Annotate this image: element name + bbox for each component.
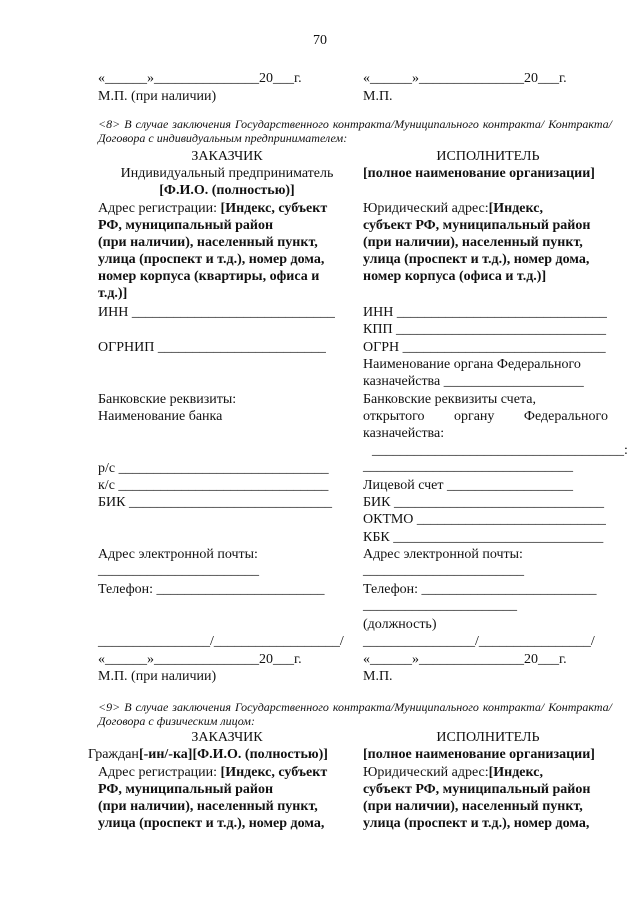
s8-executor-heading: ИСПОЛНИТЕЛЬ xyxy=(436,149,540,164)
s8-executor-position: (должность) xyxy=(363,617,437,632)
s8-customer-ks: к/с ______________________________ xyxy=(98,478,329,493)
s8-executor-inn: ИНН ______________________________ xyxy=(363,305,607,320)
footnote-8: <8> В случае заключения Государственного контракта/Муниципального контракта/ Контракта/Договора с индивидуальным предпринимателем: xyxy=(98,117,612,145)
s8-customer-signature: ________________/__________________/ xyxy=(98,634,344,649)
s9-customer-address xyxy=(98,764,327,781)
s8-customer-fio: [Ф.И.О. (полностью)] xyxy=(159,183,295,198)
s8-customer-address-line6: т.д.)] xyxy=(98,286,128,301)
s8-executor-oktmo: ОКТМО ___________________________ xyxy=(363,512,606,527)
s8-executor-bik: БИК ______________________________ xyxy=(363,495,604,510)
s8-executor-date: «______»_______________20___г. xyxy=(363,652,567,667)
s8-executor-address xyxy=(363,200,543,217)
s8-customer-address-line4: улица (проспект и т.д.), номер дома, xyxy=(98,252,325,267)
s8-customer-inn: ИНН _____________________________ xyxy=(98,305,335,320)
s8-executor-personal-account: Лицевой счет __________________ xyxy=(363,478,574,493)
s8-executor-bank-account-line: ____________________________________: xyxy=(372,443,628,458)
s9-customer-address-label: Адрес регистрации: xyxy=(98,765,221,780)
s9-customer-address-line3: (при наличии), населенный пункт, xyxy=(98,799,318,814)
s9-executor-address-part1: [Индекс, xyxy=(488,765,543,780)
s8-executor-name: [полное наименование организации] xyxy=(363,166,595,181)
s8-executor-kbk: КБК ______________________________ xyxy=(363,530,604,545)
s8-executor-phone: Телефон: _________________________ xyxy=(363,582,597,597)
s8-executor-mp: М.П. xyxy=(363,669,393,684)
s8-executor-treasury-line1: Наименование органа Федерального xyxy=(363,357,581,372)
s8-executor-kpp: КПП ______________________________ xyxy=(363,322,607,337)
s8-executor-address-label: Юридический адрес: xyxy=(363,201,489,216)
s8-customer-address-part1: [Индекс, субъект xyxy=(220,201,328,216)
s8-executor-address-line5: номер корпуса (офиса и т.д.)] xyxy=(363,269,547,284)
s9-customer-heading: ЗАКАЗЧИК xyxy=(191,730,263,745)
s8-customer-bank-name: Наименование банка xyxy=(98,409,223,424)
s8-executor-bank-text1: Банковские реквизиты счета, xyxy=(363,392,536,407)
s8-customer-address-label: Адрес регистрации: xyxy=(98,201,221,216)
sign1-right-date: «______»_______________20___г. xyxy=(363,71,567,86)
s9-executor-address-line4: улица (проспект и т.д.), номер дома, xyxy=(363,816,590,831)
s8-customer-phone: Телефон: ________________________ xyxy=(98,582,325,597)
s9-executor-address-line3: (при наличии), населенный пункт, xyxy=(363,799,583,814)
page-number: 70 xyxy=(313,33,327,48)
s9-executor-address xyxy=(363,764,543,781)
s8-customer-email-line: _______________________ xyxy=(98,563,259,578)
s8-customer-rs: р/с ______________________________ xyxy=(98,461,329,476)
s8-customer-line1: Индивидуальный предприниматель xyxy=(120,166,334,181)
s9-executor-address-label: Юридический адрес: xyxy=(363,765,489,780)
s8-customer-bank-requisites: Банковские реквизиты: xyxy=(98,392,237,407)
sign1-left-mp: М.П. (при наличии) xyxy=(98,89,217,104)
s8-customer-address-line5: номер корпуса (квартиры, офиса и xyxy=(98,269,320,284)
s8-executor-bank-line3: казначейства: xyxy=(363,426,445,441)
s9-customer-line1 xyxy=(88,746,328,763)
s9-executor-heading: ИСПОЛНИТЕЛЬ xyxy=(436,730,540,745)
s8-customer-bik: БИК _____________________________ xyxy=(98,495,332,510)
s8-customer-date: «______»_______________20___г. xyxy=(98,652,302,667)
s8-executor-treasury-line2: казначейства ____________________ xyxy=(363,374,584,389)
s9-customer-address-line4: улица (проспект и т.д.), номер дома, xyxy=(98,816,325,831)
footnote-9: <9> В случае заключения Государственного контракта/Муниципального контракта/ Контракта/Договора с физическим лицом: xyxy=(98,700,612,728)
s9-customer-line1-prefix: Граждан xyxy=(88,747,139,762)
s8-executor-bank-line1 xyxy=(363,391,613,408)
s8-executor-email-label: Адрес электронной почты: xyxy=(363,547,523,562)
s8-executor-address-part1: [Индекс, xyxy=(488,201,543,216)
s8-executor-signature: ________________/________________/ xyxy=(363,634,595,649)
s8-executor-email-line: _______________________ xyxy=(363,563,524,578)
sign1-right-mp: М.П. xyxy=(363,89,393,104)
s8-executor-address-line3: (при наличии), населенный пункт, xyxy=(363,235,583,250)
sign1-left-date: «______»_______________20___г. xyxy=(98,71,302,86)
s8-executor-position-line: ______________________ xyxy=(363,598,517,613)
s8-executor-bank-account-line2: ______________________________ xyxy=(363,459,573,474)
s8-customer-heading: ЗАКАЗЧИК xyxy=(191,149,263,164)
s9-customer-address-part1: [Индекс, субъект xyxy=(220,765,328,780)
s8-customer-mp: М.П. (при наличии) xyxy=(98,669,217,684)
s8-customer-address xyxy=(98,200,327,217)
s9-executor-name: [полное наименование организации] xyxy=(363,747,595,762)
s8-executor-address-line2: субъект РФ, муниципальный район xyxy=(363,218,591,233)
s8-customer-address-line2: РФ, муниципальный район xyxy=(98,218,274,233)
s8-customer-email-label: Адрес электронной почты: xyxy=(98,547,258,562)
s9-customer-address-line2: РФ, муниципальный район xyxy=(98,782,274,797)
s8-executor-address-line4: улица (проспект и т.д.), номер дома, xyxy=(363,252,590,267)
s8-customer-ogrnip: ОГРНИП ________________________ xyxy=(98,340,326,355)
s8-customer-address-line3: (при наличии), населенный пункт, xyxy=(98,235,318,250)
s8-executor-ogrn: ОГРН _____________________________ xyxy=(363,340,606,355)
s9-customer-fio: [-ин/-ка][Ф.И.О. (полностью)] xyxy=(138,747,328,762)
s8-executor-bank-line2: открытого органу Федерального xyxy=(363,409,608,424)
s9-executor-address-line2: субъект РФ, муниципальный район xyxy=(363,782,591,797)
